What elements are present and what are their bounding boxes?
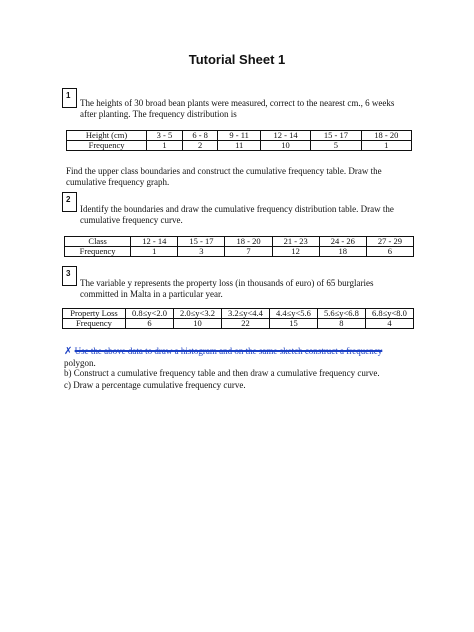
table-cell: 3 (178, 247, 225, 257)
table-row (63, 309, 414, 319)
table-cell: 18 (319, 247, 366, 257)
table-cell: 10 (173, 319, 221, 329)
question-3c-text: c) Draw a percentage cumulative frequency curve. (64, 380, 246, 390)
table-row (63, 319, 414, 329)
table-cell: 15 - 17 (311, 131, 361, 141)
table-cell: 22 (221, 319, 269, 329)
table-row (67, 141, 412, 151)
table-cell: Height (cm) (67, 131, 147, 141)
table-cell: Frequency (63, 319, 126, 329)
question-1-task: Find the upper class boundaries and construct the cumulative frequency table. Draw the cumulative frequency graph. (66, 166, 382, 187)
question-2-table (64, 236, 414, 257)
table-cell: 7 (225, 247, 272, 257)
cross-mark-icon: ✗ (64, 346, 73, 357)
table-cell: 1 (361, 141, 411, 151)
question-3a-continuation: polygon. (64, 357, 96, 368)
table-cell: 3.2≤y<4.4 (221, 309, 269, 319)
table-row (65, 237, 414, 247)
table-cell: 18 - 20 (361, 131, 411, 141)
table-cell: 1 (131, 247, 178, 257)
table-cell: 5.6≤y<6.8 (317, 309, 365, 319)
table-cell: 15 - 17 (178, 237, 225, 247)
table-cell: 3 - 5 (147, 131, 183, 141)
question-number-box: 3 (62, 266, 77, 286)
table-cell: 11 (218, 141, 260, 151)
table-cell: 1 (147, 141, 183, 151)
table-cell: 21 - 23 (272, 237, 319, 247)
table-cell: 6.8≤y<8.0 (365, 309, 413, 319)
page-title: Tutorial Sheet 1 (188, 52, 286, 67)
table-cell: 12 (272, 247, 319, 257)
struck-through-text: Use the above data to draw a histogram and on the same sketch construct a frequency (74, 346, 383, 356)
table-cell: Property Loss (63, 309, 126, 319)
question-3-table (62, 308, 414, 329)
table-cell: 4.4≤y<5.6 (269, 309, 317, 319)
table-row (65, 247, 414, 257)
question-1-text: The heights of 30 broad bean plants were measured, correct to the nearest cm., 6 weeks after planting. The frequency distribution is (80, 98, 395, 119)
table-cell: 12 - 14 (131, 237, 178, 247)
table-cell: 2 (182, 141, 218, 151)
question-number-box: 1 (62, 88, 77, 108)
table-cell: 2.0≤y<3.2 (173, 309, 221, 319)
table-cell: 6 (126, 319, 174, 329)
question-number-box: 2 (62, 192, 77, 212)
table-cell: Frequency (65, 247, 131, 257)
table-cell: 10 (260, 141, 310, 151)
table-cell: 12 - 14 (260, 131, 310, 141)
table-cell: Class (65, 237, 131, 247)
table-row (67, 131, 412, 141)
question-3a-text (64, 346, 412, 368)
table-cell: 5 (311, 141, 361, 151)
table-cell: 24 - 26 (319, 237, 366, 247)
table-cell: 0.8≤y<2.0 (126, 309, 174, 319)
question-3b-text: b) Construct a cumulative frequency table and then draw a cumulative frequency curve. (64, 368, 380, 378)
question-3-text: The variable y represents the property loss (in thousands of euro) of 65 burglaries committed in Malta in a particular year. (80, 278, 374, 299)
table-cell: 8 (317, 319, 365, 329)
table-cell: 18 - 20 (225, 237, 272, 247)
question-2-text: Identify the boundaries and draw the cumulative frequency distribution table. Draw the cumulative frequency curve. (80, 204, 394, 225)
table-cell: 9 - 11 (218, 131, 260, 141)
table-cell: 6 - 8 (182, 131, 218, 141)
table-cell: 4 (365, 319, 413, 329)
question-1-table (66, 130, 412, 151)
table-cell: 15 (269, 319, 317, 329)
table-cell: Frequency (67, 141, 147, 151)
table-cell: 27 - 29 (366, 237, 413, 247)
table-cell: 6 (366, 247, 413, 257)
